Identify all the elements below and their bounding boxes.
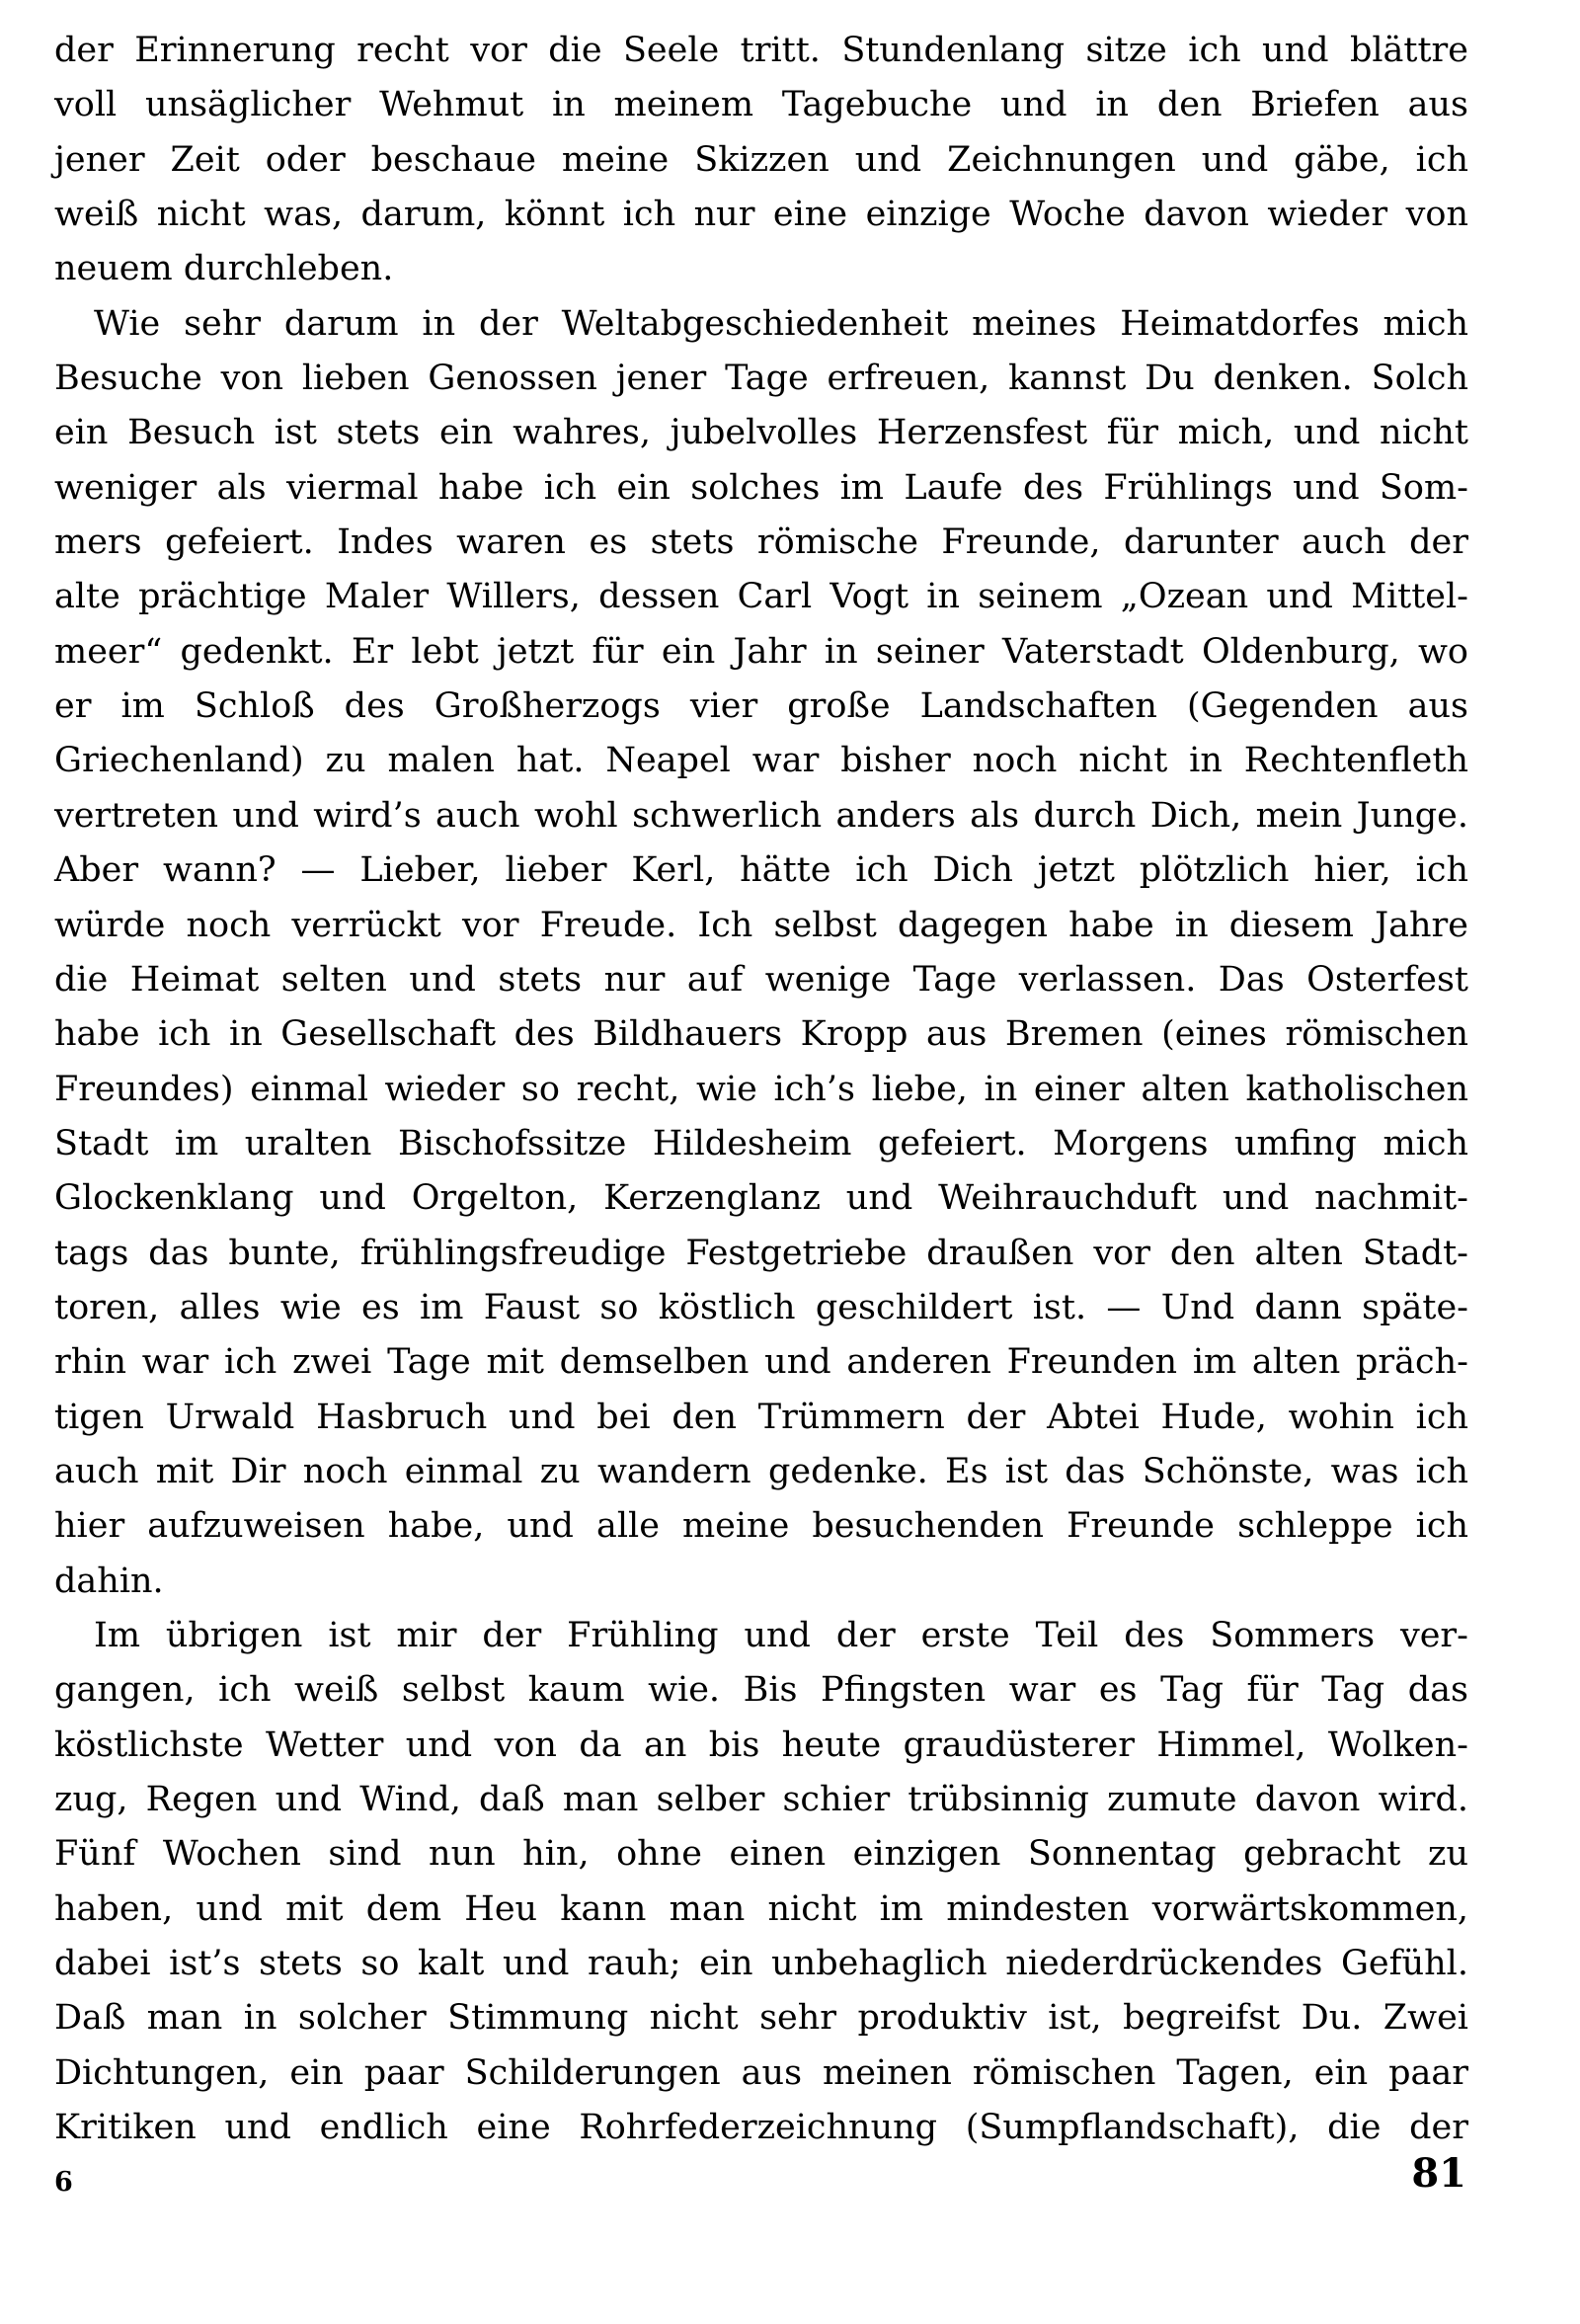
body-text <box>54 24 1468 2155</box>
text-line: Besuche von lieben Genossen jener Tage erfreuen, kannst Du denken. Solch <box>54 359 1468 399</box>
text-line: er im Schloß des Großherzogs vier große Landschaften (Gegenden aus <box>54 686 1468 727</box>
page-number: 81 <box>1411 2150 1466 2197</box>
text-line: meer“ gedenkt. Er lebt jetzt für ein Jahr in seiner Vaterstadt Oldenburg, wo <box>54 631 1468 672</box>
text-line: der Erinnerung recht vor die Seele tritt. Stundenlang sitze ich und blättre <box>54 31 1468 70</box>
text-line: gangen, ich weiß selbst kaum wie. Bis Pfingsten war es Tag für Tag das <box>54 1670 1468 1711</box>
text-line: Im übrigen ist mir der Frühling und der erste Teil des Sommers ver- <box>94 1615 1468 1655</box>
text-line: zug, Regen und Wind, daß man selber schier trübsinnig zumute davon wird. <box>54 1780 1468 1819</box>
text-line: rhin war ich zwei Tage mit demselben und anderen Freunden im alten präch- <box>54 1342 1468 1383</box>
text-line: Griechenland) zu malen hat. Neapel war bisher noch nicht in Rechtenfleth <box>54 741 1468 781</box>
text-line: Wie sehr darum in der Weltabgeschiedenheit meines Heimatdorfes mich <box>94 303 1468 344</box>
text-line: alte prächtige Maler Willers, dessen Carl Vogt in seinem „Ozean und Mittel- <box>54 577 1468 617</box>
text-line: Daß man in solcher Stimmung nicht sehr produktiv ist, begreifst Du. Zwei <box>54 1998 1468 2039</box>
text-line: köstlichste Wetter und von da an bis heute graudüsterer Himmel, Wolken- <box>54 1724 1468 1765</box>
text-line: vertreten und wird’s auch wohl schwerlich anders als durch Dich, mein Junge. <box>54 795 1468 836</box>
text-line: haben, und mit dem Heu kann man nicht im mindesten vorwärtskommen, <box>54 1888 1468 1929</box>
text-line: tags das bunte, frühlingsfreudige Festgetriebe draußen vor den alten Stadt- <box>54 1233 1468 1273</box>
text-line: Dichtungen, ein paar Schilderungen aus meinen römischen Tagen, ein paar <box>54 2052 1468 2093</box>
text-line: ein Besuch ist stets ein wahres, jubelvolles Herzensfest für mich, und nicht <box>54 413 1468 453</box>
text-line: Freundes) einmal wieder so recht, wie ich’s liebe, in einer alten katholischen <box>54 1069 1468 1109</box>
text-line: weniger als viermal habe ich ein solches im Laufe des Frühlings und Som- <box>54 467 1468 508</box>
text-line: Fünf Wochen sind nun hin, ohne einen einzigen Sonnentag gebracht zu <box>54 1834 1468 1875</box>
text-line: dabei ist’s stets so kalt und rauh; ein unbehaglich niederdrückendes Gefühl. <box>54 1944 1468 1984</box>
text-line: Glockenklang und Orgelton, Kerzenglanz und Weihrauchduft und nachmit- <box>54 1178 1468 1219</box>
text-line: hier aufzuweisen habe, und alle meine besuchenden Freunde schleppe ich <box>54 1506 1468 1547</box>
text-line: weiß nicht was, darum, könnt ich nur eine einzige Woche davon wieder von <box>54 195 1468 235</box>
text-line: die Heimat selten und stets nur auf wenige Tage verlassen. Das Osterfest <box>54 959 1468 1000</box>
text-line: voll unsäglicher Wehmut in meinem Tagebuche und in den Briefen aus <box>54 85 1468 125</box>
text-line: mers gefeiert. Indes waren es stets römische Freunde, darunter auch der <box>54 522 1468 563</box>
text-line: Aber wann? — Lieber, lieber Kerl, hätte ich Dich jetzt plötzlich hier, ich <box>54 850 1468 891</box>
text-line: tigen Urwald Hasbruch und bei den Trümmern der Abtei Hude, wohin ich <box>54 1397 1468 1437</box>
text-line: würde noch verrückt vor Freude. Ich selbst dagegen habe in diesem Jahre <box>54 905 1468 945</box>
text-line: auch mit Dir noch einmal zu wandern gedenke. Es ist das Schönste, was ich <box>54 1451 1468 1491</box>
text-line: neuem durchleben. <box>54 249 394 289</box>
text-line: habe ich in Gesellschaft des Bildhauers Kropp aus Bremen (eines römischen <box>54 1014 1468 1055</box>
text-line: dahin. <box>54 1561 164 1601</box>
text-line: Kritiken und endlich eine Rohrfederzeichnung (Sumpflandschaft), die der <box>54 2108 1468 2148</box>
text-line: jener Zeit oder beschaue meine Skizzen und Zeichnungen und gäbe, ich <box>54 139 1468 180</box>
text-line: Stadt im uralten Bischofssitze Hildesheim gefeiert. Morgens umfing mich <box>54 1123 1468 1163</box>
signature-mark: 6 <box>54 2167 73 2198</box>
text-line: toren, alles wie es im Faust so köstlich geschildert ist. — Und dann späte- <box>54 1287 1468 1327</box>
